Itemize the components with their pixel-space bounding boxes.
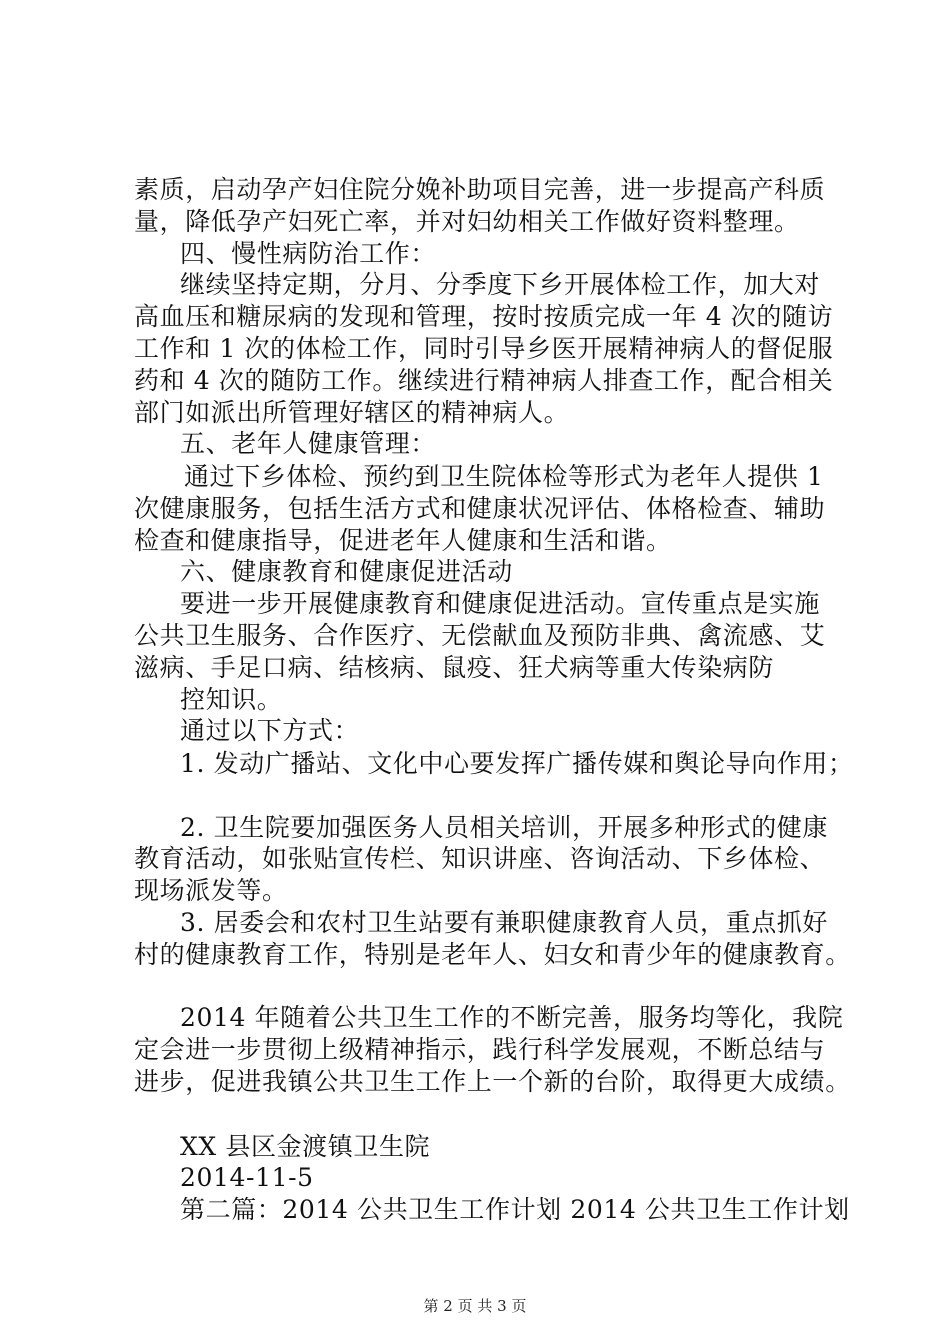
body-line-4: 继续坚持定期，分月、分季度下乡开展体检工作，加大对	[180, 270, 821, 299]
body-line-7: 药和 4 次的随防工作。继续进行精神病人排查工作，配合相关	[134, 366, 834, 395]
body-line-6: 工作和 1 次的体检工作，同时引导乡医开展精神病人的督促服	[134, 334, 834, 363]
section-heading-4: 四、慢性病防治工作：	[180, 239, 437, 268]
closing-line-2: 定会进一步贯彻上级精神指示，践行科学发展观，不断总结与	[134, 1035, 826, 1064]
list-item-1: 1. 发动广播站、文化中心要发挥广播传媒和舆论导向作用；	[180, 749, 854, 778]
body-line-17: 控知识。	[180, 685, 283, 714]
body-line-8: 部门如派出所管理好辖区的精神病人。	[134, 398, 570, 427]
body-line-12: 检查和健康指导，促进老年人健康和生活和谐。	[134, 526, 672, 555]
body-line-5: 高血压和糖尿病的发现和管理，按时按质完成一年 4 次的随访	[134, 302, 834, 331]
body-line-18: 通过以下方式：	[180, 716, 360, 745]
list-item-2: 2. 卫生院要加强医务人员相关培训，开展多种形式的健康	[180, 813, 829, 842]
section-heading-6: 六、健康教育和健康促进活动	[180, 557, 513, 586]
closing-line-3: 进步，促进我镇公共卫生工作上一个新的台阶，取得更大成绩。	[134, 1067, 851, 1096]
list-item-3-cont: 村的健康教育工作，特别是老年人、妇女和青少年的健康教育。	[134, 940, 851, 969]
closing-line-1: 2014 年随着公共卫生工作的不断完善，服务均等化，我院	[180, 1003, 844, 1032]
section-heading-5: 五、老年人健康管理：	[180, 429, 437, 458]
body-line-1: 素质，启动孕产妇住院分娩补助项目完善，进一步提高产科质	[134, 175, 826, 204]
body-line-14: 要进一步开展健康教育和健康促进活动。宣传重点是实施	[180, 589, 821, 618]
list-item-3: 3. 居委会和农村卫生站要有兼职健康教育人员，重点抓好	[180, 908, 829, 937]
body-line-2: 量，降低孕产妇死亡率，并对妇幼相关工作做好资料整理。	[134, 207, 800, 236]
list-item-2-cont-1: 教育活动，如张贴宣传栏、知识讲座、咨询活动、下乡体检、	[134, 844, 826, 873]
page-footer: 第 2 页 共 3 页	[423, 1297, 527, 1315]
body-line-16: 滋病、手足口病、结核病、鼠疫、狂犬病等重大传染病防	[134, 653, 775, 682]
body-line-15: 公共卫生服务、合作医疗、无偿献血及预防非典、禽流感、艾	[134, 621, 826, 650]
body-line-11: 次健康服务，包括生活方式和健康状况评估、体格检查、辅助	[134, 494, 826, 523]
body-line-10: 通过下乡体检、预约到卫生院体检等形式为老年人提供 1	[184, 462, 824, 491]
next-part-title: 第二篇：2014 公共卫生工作计划 2014 公共卫生工作计划	[180, 1195, 850, 1224]
signature-date: 2014-11-5	[180, 1163, 314, 1192]
list-item-2-cont-2: 现场派发等。	[134, 876, 288, 905]
signature-org: XX 县区金渡镇卫生院	[180, 1132, 431, 1161]
